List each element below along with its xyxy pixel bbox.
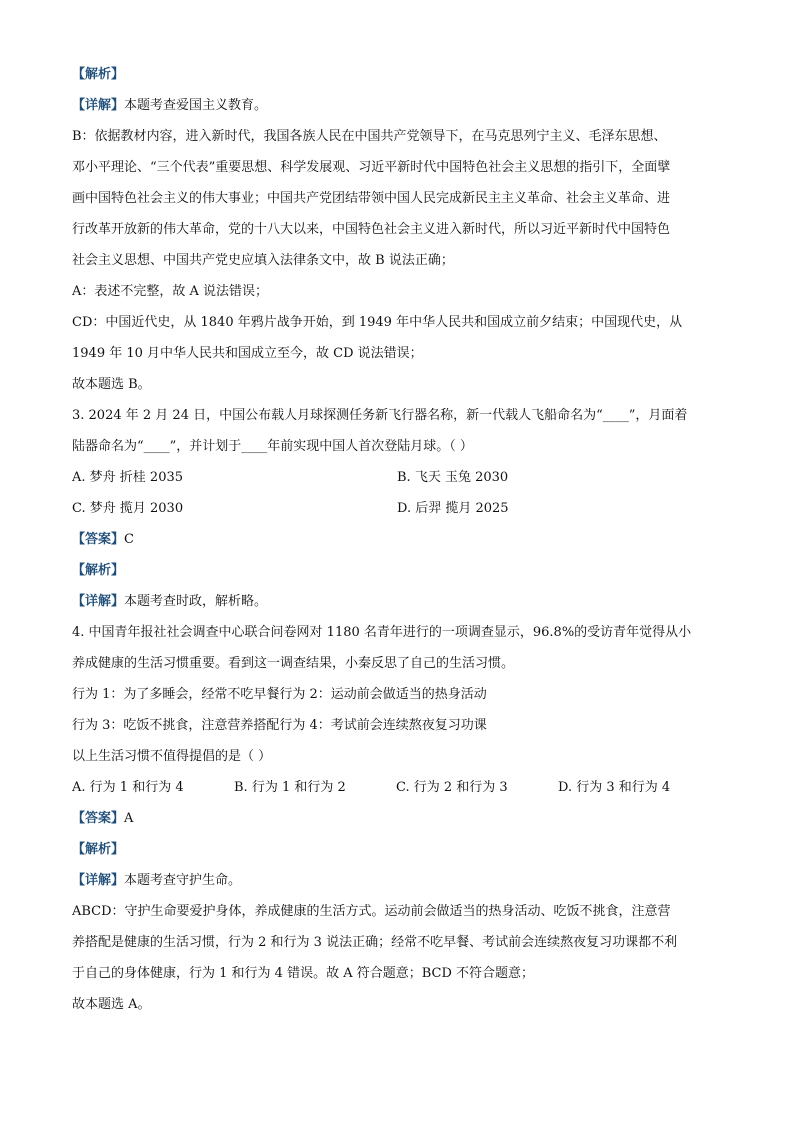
detail-label: 【详解】 bbox=[72, 98, 125, 113]
analysis-label: 【解析】 bbox=[72, 842, 125, 857]
option-a: A. 行为 1 和行为 4 bbox=[72, 780, 184, 795]
detail-text: 本题考查时政，解析略。 bbox=[124, 594, 268, 609]
detail-text: 本题考查爱国主义教育。 bbox=[124, 98, 268, 113]
paragraph-line: 养搭配是健康的生活习惯，行为 2 和行为 3 说法正确；经常不吃早餐、考试前会连续熬夜复习功课都不利 bbox=[72, 935, 678, 950]
analysis-heading-q4 bbox=[72, 839, 732, 870]
option-c: C. 行为 2 和行为 3 bbox=[396, 780, 508, 795]
answer-line-q4 bbox=[72, 808, 732, 839]
paragraph-line: 故本题选 B。 bbox=[72, 377, 151, 392]
detail-text: 本题考查守护生命。 bbox=[124, 873, 242, 888]
document-content bbox=[72, 64, 732, 1025]
question-3-stem: 3. 2024 年 2 月 24 日，中国公布载人月球探测任务新飞行器名称，新一代载人飞船命名为“____”，月面着 bbox=[72, 408, 688, 423]
option-a: A. 梦舟 折桂 2035 bbox=[72, 470, 184, 485]
question-3-stem: 陆器命名为“____”，并计划于____年前实现中国人首次登陆月球。（ ） bbox=[72, 439, 473, 454]
question-4-stem: 行为 3：吃饭不挑食，注意营养搭配行为 4：考试前会连续熬夜复习功课 bbox=[72, 718, 487, 733]
option-d: D. 后羿 揽月 2025 bbox=[397, 501, 509, 516]
paragraph-line: 画中国特色社会主义的伟大事业；中国共产党团结带领中国人民完成新民主主义革命、社会主义革命、进 bbox=[72, 191, 671, 206]
analysis-label: 【解析】 bbox=[72, 67, 125, 82]
paragraph-line: A：表述不完整，故 A 说法错误； bbox=[72, 284, 269, 299]
paragraph-line: 行改革开放新的伟大革命，党的十八大以来，中国特色社会主义进入新时代，所以习近平新时代中国特色 bbox=[72, 222, 671, 237]
question-3-options-row bbox=[72, 498, 732, 529]
paragraph-line: 故本题选 A。 bbox=[72, 997, 151, 1012]
detail-label: 【详解】 bbox=[72, 873, 125, 888]
question-3-options-row bbox=[72, 467, 732, 498]
detail-label: 【详解】 bbox=[72, 594, 125, 609]
paragraph-line: 1949 年 10 月中华人民共和国成立至今，故 CD 说法错误； bbox=[72, 346, 423, 361]
answer-label: 【答案】 bbox=[72, 811, 125, 826]
analysis-heading-q2 bbox=[72, 64, 732, 95]
detail-line-q4 bbox=[72, 870, 732, 901]
paragraph-line: CD：中国近代史，从 1840 年鸦片战争开始，到 1949 年中华人民共和国成立前夕结束；中国现代史，从 bbox=[72, 315, 683, 330]
question-4-stem: 行为 1：为了多睡会，经常不吃早餐行为 2：运动前会做适当的热身活动 bbox=[72, 687, 487, 702]
paragraph-line: 于自己的身体健康，行为 1 和行为 4 错误。故 A 符合题意；BCD 不符合题意； bbox=[72, 966, 535, 981]
paragraph-line: B：依据教材内容，进入新时代，我国各族人民在中国共产党领导下，在马克思列宁主义、毛泽东思想、 bbox=[72, 129, 667, 144]
analysis-heading-q3 bbox=[72, 560, 732, 591]
option-b: B. 行为 1 和行为 2 bbox=[234, 780, 346, 795]
question-4-stem: 4. 中国青年报社社会调查中心联合问卷网对 1180 名青年进行的一项调查显示，96.8%的受访青年觉得从小 bbox=[72, 625, 692, 640]
paragraph-line: ABCD：守护生命要爱护身体，养成健康的生活方式。运动前会做适当的热身活动、吃饭不挑食，注意营 bbox=[72, 904, 671, 919]
paragraph-line: 邓小平理论、“三个代表”重要思想、科学发展观、习近平新时代中国特色社会主义思想的指引下，全面擘 bbox=[72, 160, 671, 175]
answer-label: 【答案】 bbox=[72, 532, 125, 547]
option-d: D. 行为 3 和行为 4 bbox=[558, 780, 671, 795]
question-4-options-row bbox=[72, 777, 732, 808]
detail-line-q3 bbox=[72, 591, 732, 622]
paragraph-line: 社会主义思想、中国共产党史应填入法律条文中，故 B 说法正确； bbox=[72, 253, 454, 268]
question-4-stem: 养成健康的生活习惯重要。看到这一调查结果，小秦反思了自己的生活习惯。 bbox=[72, 656, 515, 671]
option-b: B. 飞天 玉兔 2030 bbox=[397, 470, 509, 485]
analysis-label: 【解析】 bbox=[72, 563, 125, 578]
detail-line-q2 bbox=[72, 95, 732, 126]
question-4-stem: 以上生活习惯不值得提倡的是（ ） bbox=[72, 749, 272, 764]
answer-value: C bbox=[124, 532, 134, 547]
answer-line-q3 bbox=[72, 529, 732, 560]
option-c: C. 梦舟 揽月 2030 bbox=[72, 501, 184, 516]
answer-value: A bbox=[124, 811, 134, 826]
